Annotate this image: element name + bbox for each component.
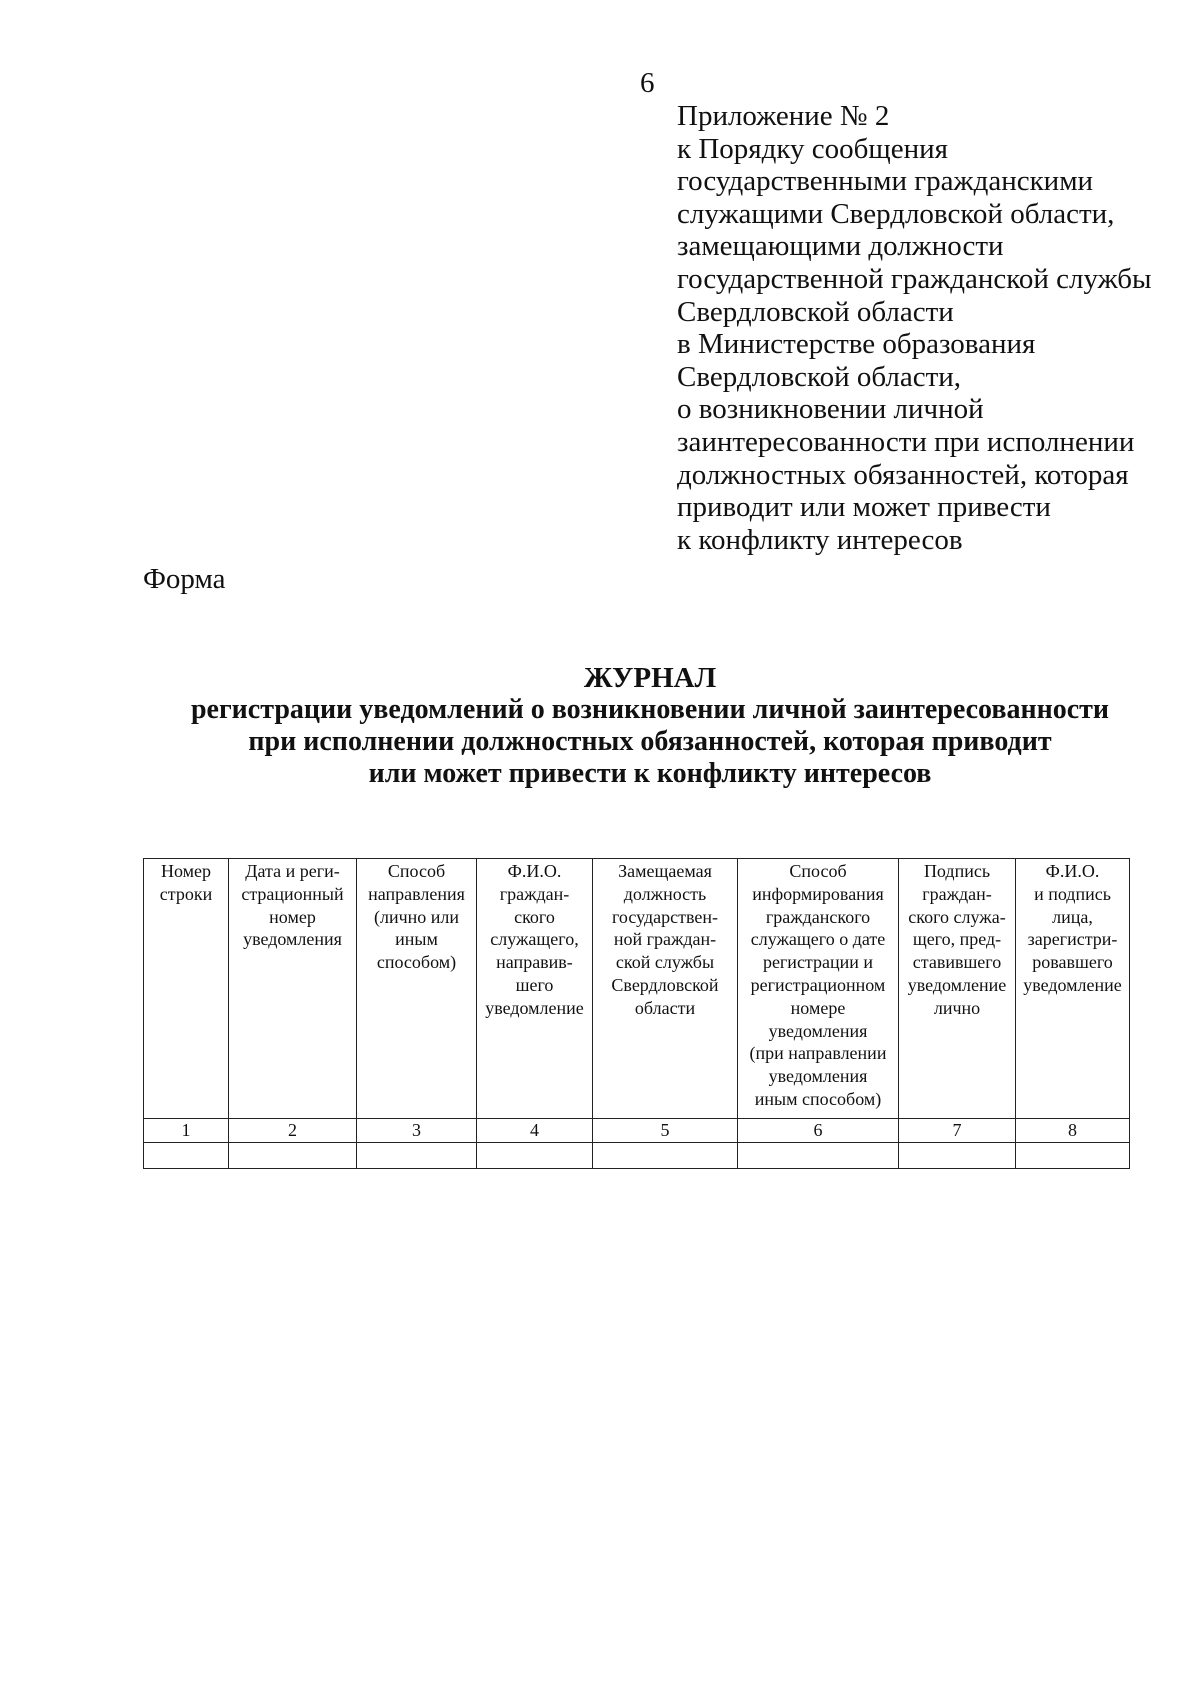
table-cell[interactable] xyxy=(593,1142,738,1168)
column-number-row xyxy=(144,1119,1130,1143)
header-line: ского xyxy=(514,906,555,927)
journal-title-block xyxy=(100,662,1200,790)
column-number-cell: 2 xyxy=(229,1119,357,1143)
header-line: щего, пред- xyxy=(912,929,1002,950)
journal-subtitle-line: или может привести к конфликту интересов xyxy=(368,758,932,789)
header-line: способом) xyxy=(376,952,457,973)
header-line: Способ xyxy=(789,861,847,881)
header-cell xyxy=(593,859,738,1119)
column-number-cell: 8 xyxy=(1016,1119,1130,1143)
header-line: уведомления xyxy=(768,1066,868,1087)
appendix-line: должностных обязанностей, которая xyxy=(677,458,1129,491)
journal-subtitle-line: при исполнении должностных обязанностей, которая приводит xyxy=(248,726,1052,757)
header-line: ровавшего xyxy=(1032,952,1113,973)
header-line: области xyxy=(634,997,696,1018)
header-line: номере xyxy=(790,997,846,1018)
form-label: Форма xyxy=(143,563,226,595)
header-line: Свердловской xyxy=(611,974,719,995)
header-line: Способ xyxy=(387,861,446,881)
header-line: граждан- xyxy=(922,883,992,904)
journal-title: ЖУРНАЛ xyxy=(583,662,717,694)
header-line: гражданского xyxy=(765,906,871,927)
header-line: иным xyxy=(395,929,438,950)
header-line: Подпись xyxy=(923,861,991,881)
appendix-line: к Порядку сообщения xyxy=(677,132,949,165)
header-cell xyxy=(144,859,229,1119)
header-line: Ф.И.О. xyxy=(507,861,562,881)
header-line: иным способом) xyxy=(754,1088,882,1109)
appendix-block xyxy=(677,100,1177,556)
column-number-cell: 3 xyxy=(357,1119,477,1143)
table-cell[interactable] xyxy=(357,1142,477,1168)
header-cell xyxy=(738,859,899,1119)
header-line: (лично или xyxy=(373,906,460,927)
table-cell[interactable] xyxy=(899,1142,1016,1168)
header-line: зарегистри- xyxy=(1027,929,1118,950)
appendix-line: заинтересованности при исполнении xyxy=(677,425,1135,458)
journal-subtitle-line: регистрации уведомлений о возникновении личной заинтересованности xyxy=(190,694,1110,725)
table-cell[interactable] xyxy=(144,1142,229,1168)
header-cell xyxy=(1016,859,1130,1119)
header-line: Замещаемая xyxy=(618,861,712,881)
column-number-cell: 1 xyxy=(144,1119,229,1143)
appendix-line: о возникновении личной xyxy=(677,393,984,426)
table-cell[interactable] xyxy=(477,1142,593,1168)
header-line: ской службы xyxy=(615,952,715,973)
table-row xyxy=(144,1142,1130,1168)
appendix-line: к конфликту интересов xyxy=(677,523,963,556)
table-cell[interactable] xyxy=(1016,1142,1130,1168)
header-line: информирования xyxy=(752,883,884,904)
header-line: номер xyxy=(269,906,316,927)
table-header-row xyxy=(144,859,1130,1119)
header-line: Ф.И.О. xyxy=(1045,861,1100,881)
header-line: направив- xyxy=(496,952,573,973)
header-line: регистрационном xyxy=(750,974,886,995)
header-line: ставившего xyxy=(912,952,1002,973)
header-line: регистрации и xyxy=(762,952,874,973)
header-line: уведомления xyxy=(243,929,342,950)
appendix-line: приводит или может привести xyxy=(677,491,1051,524)
header-line: лица, xyxy=(1052,906,1093,927)
column-number-cell: 6 xyxy=(738,1119,899,1143)
header-line: уведомление xyxy=(485,997,584,1018)
column-number-cell: 4 xyxy=(477,1119,593,1143)
appendix-line: государственной гражданской службы xyxy=(677,262,1152,295)
header-line: уведомление xyxy=(1023,974,1122,995)
appendix-line: государственными гражданскими xyxy=(677,165,1094,198)
appendix-line: замещающими должности xyxy=(677,230,1004,263)
registration-journal-table xyxy=(143,858,1130,1169)
header-cell xyxy=(229,859,357,1119)
column-number-cell: 5 xyxy=(593,1119,738,1143)
header-line: уведомление xyxy=(907,974,1007,995)
column-number-cell: 7 xyxy=(899,1119,1016,1143)
header-cell xyxy=(899,859,1016,1119)
header-line: и подпись xyxy=(1034,883,1111,904)
appendix-line: Приложение № 2 xyxy=(677,100,890,132)
header-line: строки xyxy=(159,883,213,904)
header-line: лично xyxy=(933,997,981,1018)
header-line: служащего о дате xyxy=(750,929,886,950)
table-cell[interactable] xyxy=(738,1142,899,1168)
header-cell xyxy=(477,859,593,1119)
appendix-line: Свердловской области, xyxy=(677,360,962,393)
table-cell[interactable] xyxy=(229,1142,357,1168)
appendix-line: Свердловской области xyxy=(677,295,954,328)
header-line: Номер xyxy=(160,861,212,881)
header-line: ной граждан- xyxy=(613,929,717,950)
header-line: служащего, xyxy=(490,929,579,950)
header-line: страционный xyxy=(241,883,344,904)
header-line: направления xyxy=(368,883,465,904)
header-line: (при направлении xyxy=(749,1043,887,1064)
header-line: граждан- xyxy=(499,883,570,904)
header-line: уведомления xyxy=(768,1020,868,1041)
appendix-line: служащими Свердловской области, xyxy=(677,197,1115,230)
page-number: 6 xyxy=(640,67,655,99)
header-line: Дата и реги- xyxy=(245,861,340,881)
header-line: шего xyxy=(515,974,554,995)
header-line: должность xyxy=(623,883,707,904)
appendix-line: в Министерстве образования xyxy=(677,328,1036,361)
header-line: ского служа- xyxy=(908,906,1006,927)
header-line: государствен- xyxy=(611,906,718,927)
header-cell xyxy=(357,859,477,1119)
